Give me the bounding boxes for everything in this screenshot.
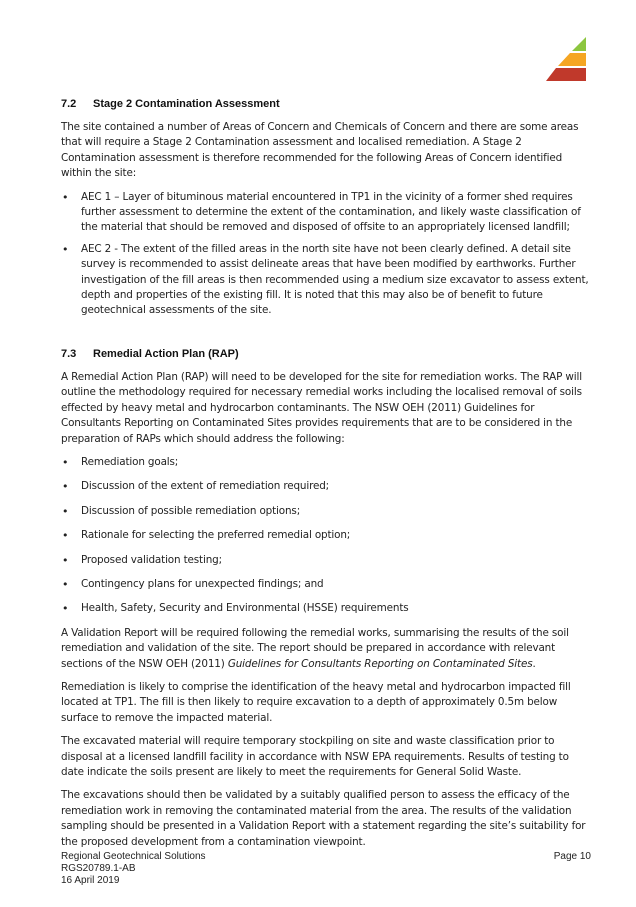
paragraph: A Remedial Action Plan (RAP) will need to be developed for the site for remediation works. The RAP will outline the methodology required for necessary remedial works including the localised removal of soils effected by heavy metal and hydrocarbon contaminants. The NSW OEH (2011) Guidelines for Consultants Reporting on Contaminated Sites provides requirements that are to be considered in the preparation of RAPs which should address the following:: [61, 370, 582, 445]
section-heading-7-3: [61, 347, 591, 361]
logo-green-band: [572, 37, 586, 51]
page-footer: [61, 851, 591, 887]
list-item: • Health, Safety, Security and Environmental (HSSE) requirements: [61, 601, 591, 616]
text-run: A Validation Report will be required following the remedial works, summarising the results of the soil remediation and validation of the site. The report should be prepared in accordance with relevant sections of the NSW OEH (2011): [61, 626, 569, 670]
list-item: • AEC 2 - The extent of the filled areas in the north site have not been clearly defined. A detail site survey is recommended to assist delineate areas that have been modified by earthworks. Further investigation of the fill areas is then recommended using a medium size excavator to assess extent, depth and properties of the existing fill. It is noted that this may also be of benefit to future geotechnical assessments of the site.: [61, 242, 591, 319]
paragraph: The excavated material will require temporary stockpiling on site and waste classification prior to disposal at a licensed landfill facility in accordance with NSW EPA requirements. Results of testing to date indicate the soils present are likely to meet the requirements for General Solid Waste.: [61, 735, 569, 778]
section-number: 7.3: [61, 347, 77, 360]
list-item: • Remediation goals;: [61, 455, 591, 470]
bullet-list-aec: [61, 190, 591, 319]
section-number: 7.2: [61, 98, 77, 110]
list-item: • Rationale for selecting the preferred remedial option;: [61, 528, 591, 543]
document-body: [61, 97, 591, 858]
company-logo-icon: [546, 37, 588, 81]
logo-orange-band: [558, 53, 586, 66]
list-item: • Proposed validation testing;: [61, 553, 591, 568]
guideline-title: Guidelines for Consultants Reporting on Contaminated Sites: [227, 657, 533, 670]
footer-company: Regional Geotechnical Solutions: [61, 851, 206, 862]
text-run: .: [532, 657, 536, 670]
page-number: Page 10: [553, 851, 591, 862]
paragraph: The excavations should then be validated by a suitably qualified person to assess the efficacy of the remediation work in removing the contaminated material from the area. The results of the validation sampling should be presented in a Validation Report with a statement regarding the site’s suitability for the proposed development from a contamination viewpoint.: [61, 789, 586, 848]
list-item: • Contingency plans for unexpected findings; and: [61, 577, 591, 592]
section-title: Remedial Action Plan (RAP): [93, 347, 239, 360]
list-item: • Discussion of possible remediation options;: [61, 504, 591, 519]
paragraph: The site contained a number of Areas of Concern and Chemicals of Concern and there are some areas that will require a Stage 2 Contamination assessment and localised remediation. A Stage 2 Contamination assessment is therefore recommended for the following Areas of Concern identified within the site:: [61, 121, 579, 180]
section-heading-7-2: [61, 97, 591, 111]
list-item: • Discussion of the extent of remediation required;: [61, 479, 591, 494]
paragraph-validation: [61, 626, 591, 672]
section-title: Stage 2 Contamination Assessment: [93, 98, 280, 110]
footer-date: 16 April 2019: [61, 875, 120, 886]
logo-red-band: [546, 68, 586, 81]
paragraph: Remediation is likely to comprise the identification of the heavy metal and hydrocarbon impacted fill located at TP1. The fill is then likely to require excavation to a depth of approximately 0.5m below surface to remove the impacted material.: [61, 680, 571, 724]
list-item: • AEC 1 – Layer of bituminous material encountered in TP1 in the vicinity of a former shed requires further assessment to determine the extent of the contamination, and likely waste classification of the material that should be removed and disposed of offsite to an appropriately licensed landfill;: [61, 190, 591, 236]
footer-reference: RGS20789.1-AB: [61, 863, 136, 874]
bullet-list-rap: [61, 455, 591, 617]
